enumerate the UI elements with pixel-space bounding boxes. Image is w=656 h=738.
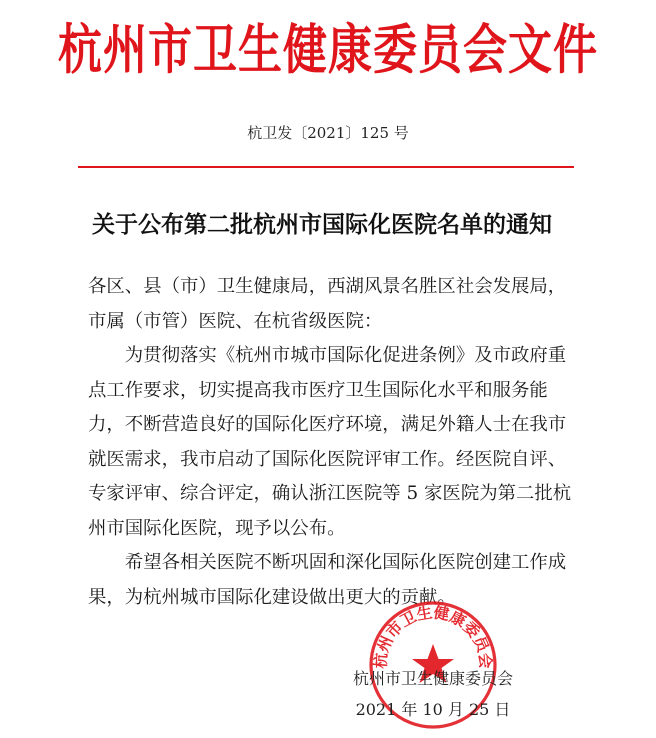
seal-text: 杭州市卫生健康委员会: [371, 603, 495, 670]
document-body: [88, 270, 578, 615]
body-paragraph-1: 为贯彻落实《杭州市城市国际化促进条例》及市政府重点工作要求，切实提高我市医疗卫生国际化水平和服务能力，不断营造良好的国际化医疗环境，满足外籍人士在我市就医需求，我市启动了国际化医院评审工作。经医院自评、专家评审、综合评定，确认浙江医院等 5 家医院为第二批杭州市国际化医院，现予以公布。: [88, 345, 572, 539]
document-number: 杭卫发〔2021〕125 号: [247, 124, 409, 142]
recipients-line-2: 市属（市管）医院、在杭省级医院：: [88, 310, 383, 332]
body-paragraph-2: 希望各相关医院不断巩固和深化国际化医院创建工作成果，为杭州城市国际化建设做出更大的贡献。: [88, 552, 567, 608]
recipients-line-1: 各区、县（市）卫生健康局，西湖风景名胜区社会发展局，: [88, 276, 567, 297]
issue-date: 2021 年 10 月 25 日: [355, 700, 511, 719]
red-divider: [78, 166, 574, 168]
document-title: 关于公布第二批杭州市国际化医院名单的通知: [92, 211, 552, 238]
agency-header: 杭州市卫生健康委员会文件: [58, 19, 598, 82]
issuer-signature: 杭州市卫生健康委员会: [352, 669, 513, 688]
